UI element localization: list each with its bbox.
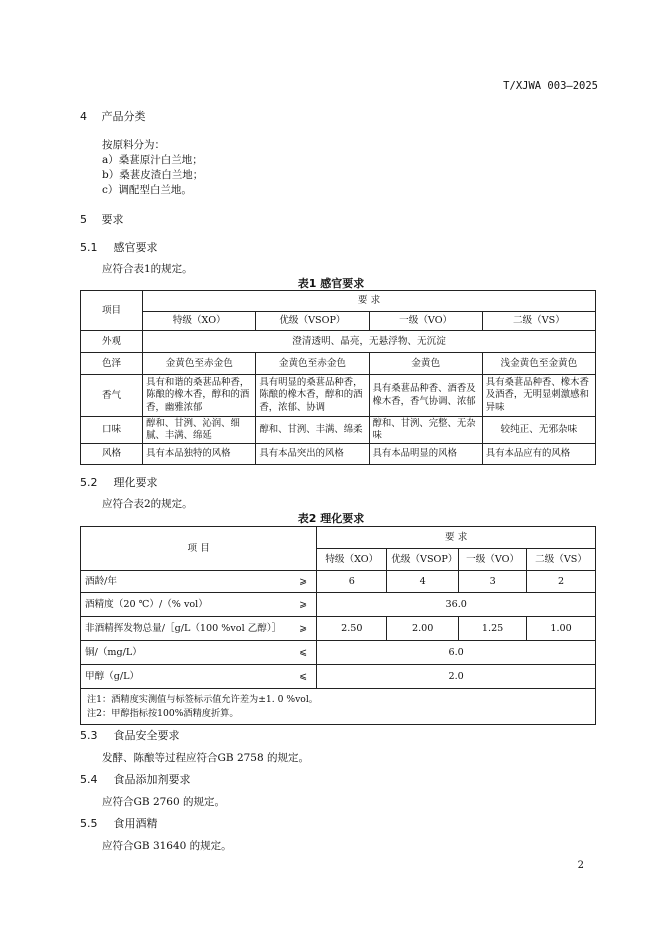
section-number: 5.5	[80, 817, 98, 830]
cell-value: 具有本品独特的风格	[143, 444, 256, 465]
table-row	[81, 593, 596, 617]
physicochemical-requirements-table	[80, 526, 596, 725]
section-number: 5.1	[80, 241, 98, 254]
section-5-3-text: 发酵、陈酿等过程应符合GB 2758 的规定。	[102, 752, 310, 764]
table-row	[81, 353, 596, 375]
header-item: 项 目	[81, 527, 317, 571]
grade-header: 特级（XO）	[143, 312, 256, 331]
grade-header: 一级（VO）	[459, 549, 527, 571]
cell-value: 醇和、甘洌、完整、无杂味	[369, 417, 482, 444]
cell-value: 具有明显的桑葚品种香，陈酿的橡木香，醇和的酒香，浓郁、协调	[256, 375, 369, 417]
cell-value: 2.00	[387, 617, 459, 641]
cell-value: 浅金黄色至金黄色	[482, 353, 595, 375]
header-item: 项目	[81, 291, 143, 331]
grade-header: 一级（VO）	[369, 312, 482, 331]
row-label: 口味	[81, 417, 143, 444]
cell-value: 较纯正、无邪杂味	[482, 417, 595, 444]
section-5-1-heading	[80, 239, 158, 255]
section-title: 理化要求	[113, 476, 158, 489]
row-label: 铜/（mg/L）	[81, 641, 290, 665]
cell-value: 2.50	[317, 617, 387, 641]
table-row	[81, 571, 596, 593]
grade-header: 优级（VSOP）	[256, 312, 369, 331]
sensory-requirements-table	[80, 290, 596, 465]
cell-value: 4	[387, 571, 459, 593]
cell-value: 2	[527, 571, 596, 593]
classification-item-a: a）桑葚原汁白兰地；	[102, 154, 203, 166]
cell-value: 3	[459, 571, 527, 593]
grade-header: 优级（VSOP）	[387, 549, 459, 571]
note-2: 注2：甲醇指标按100%酒精度折算。	[87, 707, 239, 719]
section-5-2-text: 应符合表2的规定。	[102, 498, 193, 510]
section-5-3-heading	[80, 727, 180, 743]
grade-header: 二级（VS）	[482, 312, 595, 331]
cell-value: 1.25	[459, 617, 527, 641]
cell-value: 醇和、甘洌、沁润、细腻、丰满、绵延	[143, 417, 256, 444]
classification-intro: 按原料分为：	[102, 139, 165, 151]
row-label: 外观	[81, 331, 143, 353]
table-row	[81, 617, 596, 641]
cell-value: 澄清透明、晶亮，无悬浮物、无沉淀	[143, 331, 596, 353]
table-row	[81, 444, 596, 465]
row-label: 酒精度（20 ℃）/（% vol）	[81, 593, 290, 617]
section-number: 5	[80, 213, 87, 226]
section-title: 食品添加剂要求	[113, 773, 191, 786]
section-5-2-heading	[80, 474, 158, 490]
section-5-heading	[80, 211, 124, 227]
cell-value: 具有本品明显的风格	[369, 444, 482, 465]
cell-value: 具有和谐的桑葚品种香，陈酿的橡木香，醇和的酒香，幽雅浓郁	[143, 375, 256, 417]
page-number: 2	[577, 860, 584, 871]
cell-value: 具有本品应有的风格	[482, 444, 595, 465]
cell-value: 具有本品突出的风格	[256, 444, 369, 465]
table-1-caption: 表1 感官要求	[297, 277, 365, 290]
section-title: 食品安全要求	[113, 729, 180, 742]
table-notes-row	[81, 689, 596, 725]
section-4-heading	[80, 108, 146, 124]
row-label: 色泽	[81, 353, 143, 375]
section-number: 5.2	[80, 476, 98, 489]
section-title: 感官要求	[113, 241, 158, 254]
table-row	[81, 641, 596, 665]
grade-header: 二级（VS）	[527, 549, 596, 571]
section-title: 产品分类	[101, 110, 146, 123]
header-requirements: 要 求	[317, 527, 596, 549]
table-row	[81, 665, 596, 689]
section-5-5-heading	[80, 815, 158, 831]
table-2-caption: 表2 理化要求	[297, 512, 365, 525]
section-title: 食用酒精	[113, 817, 158, 830]
table-row	[81, 331, 596, 353]
row-label: 风格	[81, 444, 143, 465]
cell-value: 金黄色	[369, 353, 482, 375]
comparison-op: ⩾	[290, 617, 317, 641]
classification-item-b: b）桑葚皮渣白兰地；	[102, 169, 204, 181]
section-number: 5.3	[80, 729, 98, 742]
row-label: 香气	[81, 375, 143, 417]
row-label: 酒龄/年	[81, 571, 290, 593]
comparison-op: ⩾	[290, 571, 317, 593]
row-label: 非酒精挥发物总量/［g/L（100 %vol 乙醇）］	[81, 617, 290, 641]
section-number: 5.4	[80, 773, 98, 786]
cell-value: 36.0	[317, 593, 596, 617]
comparison-op: ⩾	[290, 593, 317, 617]
section-5-5-text: 应符合GB 31640 的规定。	[102, 840, 232, 852]
cell-value: 具有桑葚品种香、橡木香及酒香，无明显刺激感和异味	[482, 375, 595, 417]
section-5-1-text: 应符合表1的规定。	[102, 263, 193, 275]
header-requirements: 要 求	[143, 291, 596, 312]
cell-value: 2.0	[317, 665, 596, 689]
cell-value: 金黄色至赤金色	[143, 353, 256, 375]
cell-value: 金黄色至赤金色	[256, 353, 369, 375]
cell-value: 6	[317, 571, 387, 593]
table-notes	[81, 689, 596, 725]
cell-value: 6.0	[317, 641, 596, 665]
comparison-op: ⩽	[290, 641, 317, 665]
comparison-op: ⩽	[290, 665, 317, 689]
cell-value: 具有桑葚品种香、酒香及橡木香，香气协调、浓郁	[369, 375, 482, 417]
classification-item-c: c）调配型白兰地。	[102, 184, 192, 196]
cell-value: 醇和、甘洌、丰满、绵柔	[256, 417, 369, 444]
section-number: 4	[80, 110, 87, 123]
document-code: T/XJWA 003—2025	[503, 80, 598, 92]
note-1: 注1：酒精度实测值与标签标示值允许差为±1. 0 %vol。	[87, 693, 318, 705]
section-title: 要求	[101, 213, 124, 226]
table-row	[81, 375, 596, 417]
cell-value: 1.00	[527, 617, 596, 641]
table-row	[81, 417, 596, 444]
section-5-4-heading	[80, 771, 191, 787]
section-5-4-text: 应符合GB 2760 的规定。	[102, 796, 226, 808]
grade-header: 特级（XO）	[317, 549, 387, 571]
row-label: 甲醇（g/L）	[81, 665, 290, 689]
